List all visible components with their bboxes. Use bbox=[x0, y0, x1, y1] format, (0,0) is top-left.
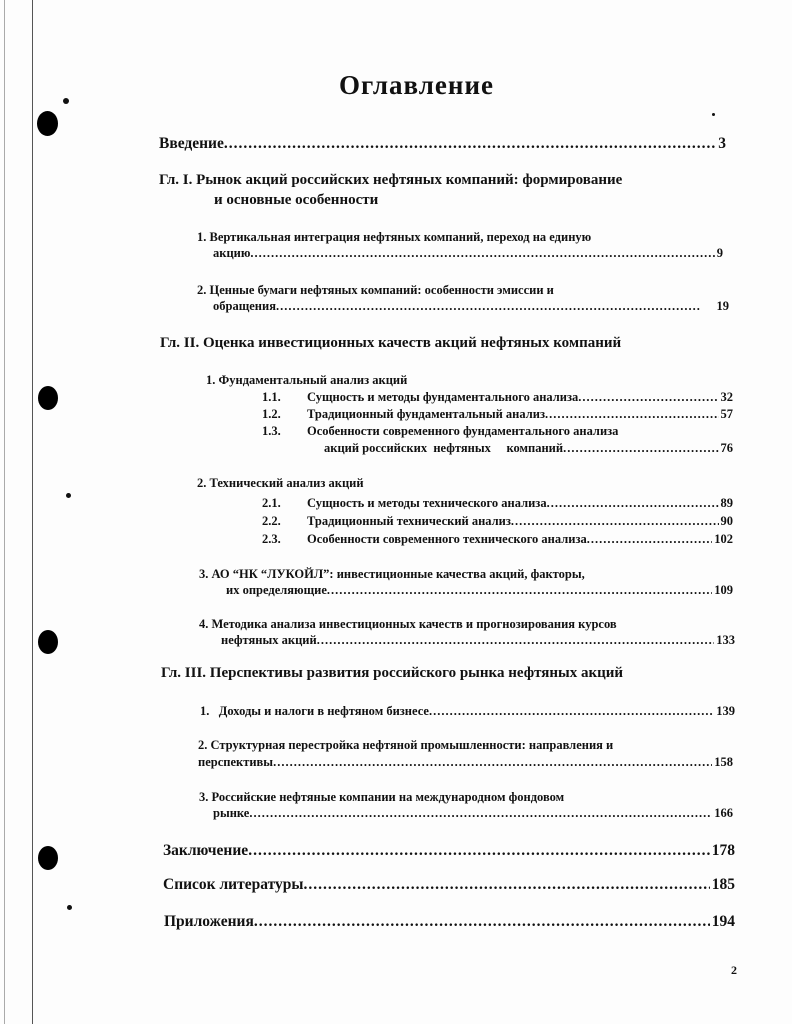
scan-edge-line bbox=[4, 0, 5, 1024]
chapter3-title: Гл. III. Перспективы развития российского рынка нефтяных акций bbox=[161, 665, 624, 681]
toc-ch2-sub-2-2[interactable] bbox=[307, 514, 733, 529]
toc-sub-label: Традиционный фундаментальный анализ bbox=[307, 407, 545, 421]
toc-ch3-item2[interactable] bbox=[198, 755, 733, 770]
toc-ch2-section3[interactable] bbox=[226, 583, 733, 598]
leader-dots bbox=[273, 755, 712, 770]
ink-spot bbox=[712, 113, 715, 116]
leader-dots bbox=[563, 441, 718, 456]
ink-spot bbox=[66, 493, 71, 498]
leader-dots bbox=[303, 876, 709, 894]
toc-item-page: 139 bbox=[716, 704, 735, 718]
binding-edge-line bbox=[32, 0, 33, 1024]
leader-dots bbox=[250, 246, 714, 261]
toc-sub-label: акций российских нефтяных компаний bbox=[324, 441, 564, 455]
toc-ch2-sub-num: 1.3. bbox=[262, 424, 281, 438]
leader-dots bbox=[429, 704, 714, 719]
leader-dots bbox=[511, 514, 719, 529]
ink-spot bbox=[63, 98, 69, 104]
toc-ch1-item1-line1: 1. Вертикальная интеграция нефтяных компаний, переход на единую bbox=[197, 230, 592, 244]
page-title: Оглавление bbox=[339, 70, 494, 100]
leader-dots bbox=[249, 806, 712, 821]
page-number: 2 bbox=[731, 963, 737, 977]
punch-hole bbox=[38, 386, 58, 410]
toc-ch2-sub-1-3-line1: Особенности современного фундаментального анализа bbox=[307, 424, 619, 438]
toc-references-label: Список литературы bbox=[163, 876, 304, 893]
leader-dots bbox=[327, 583, 712, 598]
toc-ch2-sub-1-2[interactable] bbox=[307, 407, 733, 422]
toc-ch1-item1-line2: акцию bbox=[213, 246, 251, 260]
toc-references-page: 185 bbox=[711, 876, 735, 893]
toc-ch2-sub-2-3[interactable] bbox=[307, 532, 733, 547]
toc-item-label: 1. Доходы и налоги в нефтяном бизнесе bbox=[200, 704, 429, 718]
toc-ch2-sub-num: 1.2. bbox=[262, 407, 281, 421]
toc-sub-page: 57 bbox=[720, 407, 733, 421]
leader-dots bbox=[224, 135, 716, 153]
toc-conclusion-label: Заключение bbox=[163, 842, 249, 859]
toc-intro-label: Введение bbox=[159, 135, 224, 152]
toc-ch1-item1-page: 9 bbox=[716, 246, 723, 260]
punch-hole bbox=[38, 846, 58, 870]
toc-sub-page: 102 bbox=[714, 532, 733, 546]
toc-ch1-item2-line2: обращения bbox=[213, 299, 276, 313]
toc-sub-page: 32 bbox=[720, 390, 733, 404]
toc-conclusion-page: 178 bbox=[711, 842, 735, 859]
toc-item-page: 109 bbox=[714, 583, 733, 597]
toc-appendix-label: Приложения bbox=[164, 913, 254, 930]
toc-item-label: нефтяных акций bbox=[221, 633, 317, 647]
punch-hole bbox=[37, 111, 58, 136]
toc-ch2-sub-num: 2.2. bbox=[262, 514, 281, 528]
leader-dots bbox=[276, 299, 701, 314]
toc-ch2-section4-line1: 4. Методика анализа инвестиционных качеств и прогнозирования курсов bbox=[199, 617, 617, 631]
toc-ch2-section3-line1: 3. АО “НК “ЛУКОЙЛ”: инвестиционные качества акций, факторы, bbox=[199, 567, 585, 581]
toc-ch2-sub-num: 2.1. bbox=[262, 496, 281, 510]
leader-dots bbox=[587, 532, 713, 547]
toc-item-page: 133 bbox=[716, 633, 735, 647]
toc-intro-page: 3 bbox=[718, 135, 726, 152]
punch-hole bbox=[38, 630, 58, 654]
toc-sub-label: Сущность и методы фундаментального анализа bbox=[307, 390, 579, 404]
toc-ch3-item1[interactable] bbox=[200, 704, 735, 719]
toc-ch1-item2-line1: 2. Ценные бумаги нефтяных компаний: особенности эмиссии и bbox=[197, 283, 554, 297]
toc-ch3-item3-line1: 3. Российские нефтяные компании на международном фондовом bbox=[199, 790, 565, 804]
toc-item-label: их определяющие bbox=[226, 583, 327, 597]
toc-conclusion[interactable] bbox=[163, 842, 735, 860]
toc-item-page: 158 bbox=[714, 755, 733, 769]
toc-ch1-item2-page: 19 bbox=[716, 299, 729, 313]
toc-ch3-item2-line1: 2. Структурная перестройка нефтяной промышленности: направления и bbox=[198, 738, 614, 752]
toc-sub-label: Традиционный технический анализ bbox=[307, 514, 511, 528]
toc-ch2-sub-2-1[interactable] bbox=[307, 496, 733, 511]
toc-ch2-section2-title: 2. Технический анализ акций bbox=[197, 476, 364, 490]
leader-dots bbox=[254, 913, 710, 931]
toc-ch2-section1-title: 1. Фундаментальный анализ акций bbox=[206, 373, 408, 387]
toc-sub-page: 76 bbox=[720, 441, 733, 455]
leader-dots bbox=[578, 390, 718, 405]
toc-ch2-sub-num: 2.3. bbox=[262, 532, 281, 546]
toc-ch2-sub-1-3[interactable] bbox=[324, 441, 733, 456]
toc-ch1-item1[interactable] bbox=[213, 246, 723, 261]
leader-dots bbox=[248, 842, 710, 860]
leader-dots bbox=[547, 496, 719, 511]
toc-sub-page: 89 bbox=[720, 496, 733, 510]
toc-ch2-section4[interactable] bbox=[221, 633, 735, 648]
toc-intro[interactable] bbox=[159, 135, 726, 153]
toc-sub-page: 90 bbox=[720, 514, 733, 528]
toc-item-label: рынке bbox=[213, 806, 250, 820]
toc-appendix-page: 194 bbox=[711, 913, 735, 930]
toc-ch3-item3[interactable] bbox=[213, 806, 733, 821]
toc-appendix[interactable] bbox=[164, 913, 735, 931]
toc-ch2-sub-1-1[interactable] bbox=[307, 390, 733, 405]
leader-dots bbox=[317, 633, 715, 648]
toc-sub-label: Сущность и методы технического анализа bbox=[307, 496, 547, 510]
chapter1-title-line1: Гл. I. Рынок акций российских нефтяных компаний: формирование bbox=[159, 172, 623, 188]
ink-spot bbox=[67, 905, 72, 910]
chapter1-title-line2: и основные особенности bbox=[214, 192, 379, 208]
toc-item-page: 166 bbox=[714, 806, 733, 820]
toc-item-label: перспективы bbox=[198, 755, 274, 769]
toc-ch2-sub-num: 1.1. bbox=[262, 390, 281, 404]
chapter2-title: Гл. II. Оценка инвестиционных качеств акций нефтяных компаний bbox=[160, 335, 622, 351]
toc-sub-label: Особенности современного технического анализа bbox=[307, 532, 587, 546]
leader-dots bbox=[545, 407, 719, 422]
toc-ch1-item2[interactable] bbox=[213, 299, 729, 314]
toc-references[interactable] bbox=[163, 876, 735, 894]
